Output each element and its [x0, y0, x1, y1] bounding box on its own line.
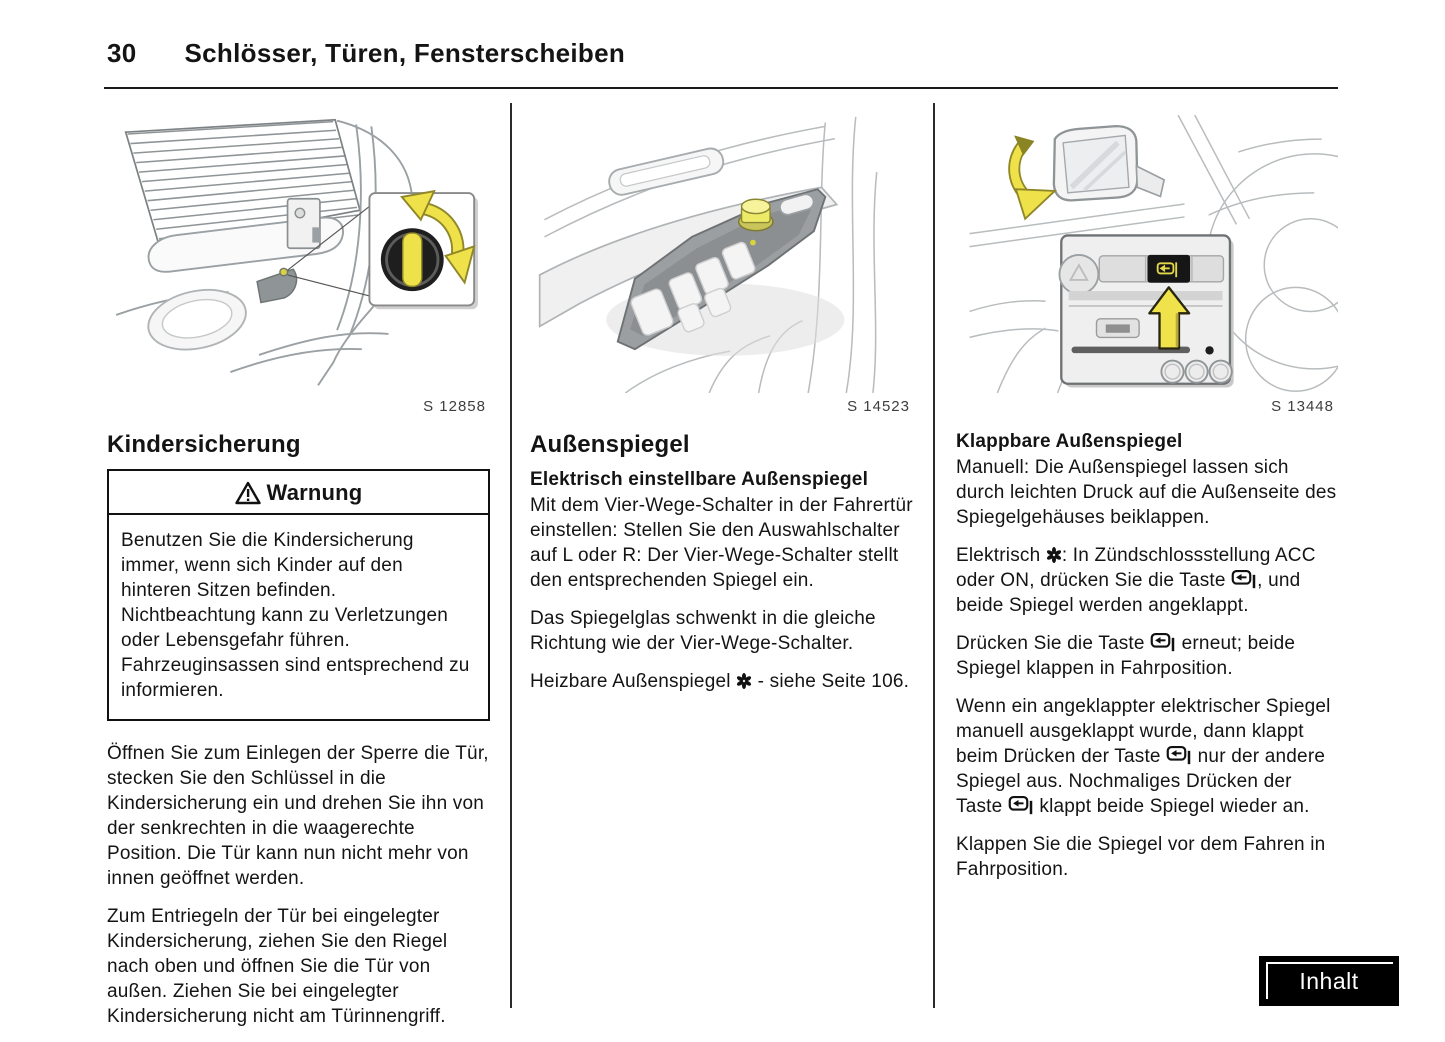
child-lock-keyhole [280, 268, 288, 276]
contents-button[interactable] [1259, 956, 1399, 1006]
column-divider-2 [933, 103, 935, 1008]
folding-mirror-illustration [956, 115, 1338, 393]
section-heading-kindersicherung: Kindersicherung [107, 431, 301, 458]
page-number: 30 [107, 38, 137, 68]
section-heading-aussenspiegel: Außenspiegel [530, 431, 690, 458]
warning-triangle-icon [235, 481, 261, 505]
paragraph: Das Spiegelglas schwenkt in die gleiche Richtung wie der Vier-Wege-Schalter. [530, 608, 876, 654]
sub-heading-elektrisch: Elektrisch einstellbare Außenspiegel [530, 469, 869, 490]
paragraph: Wenn ein angeklappter elektrischer Spiegel manuell ausgeklappt wurde, dann klappt beim Drücken der Taste nur der andere Spiegel aus. Nochmaliges Drücken der Taste klappt beide Spiegel wieder an. [956, 696, 1331, 817]
column-child-lock [107, 103, 490, 1042]
page-header [107, 38, 625, 69]
figure-mirror-switch [530, 115, 914, 417]
column-exterior-mirrors [530, 103, 914, 707]
exterior-mirror [1054, 126, 1164, 200]
optional-equipment-asterisk-icon [736, 673, 752, 689]
page-title: Schlösser, Türen, Fensterscheiben [184, 38, 626, 68]
figure-label: S 14523 [847, 398, 910, 415]
warning-title [109, 471, 488, 515]
mirror-fold-button-icon [1231, 569, 1257, 589]
door-panel-switch-illustration [530, 115, 914, 393]
warning-body: Benutzen Sie die Kindersicherung immer, wenn sich Kinder auf den hinteren Sitzen befinden. Nichtbeachtung kann zu Verletzungen oder Lebensgefahr führen. Fahrzeuginsassen sind entsprechend zu informieren. [121, 530, 470, 701]
paragraph: Drücken Sie die Taste erneut; beide Spiegel klappen in Fahrposition. [956, 633, 1296, 679]
paragraph: Mit dem Vier-Wege-Schalter in der Fahrertür einstellen: Stellen Sie den Auswahlschalter auf L oder R: Der Vier-Wege-Schalter stellt den entsprechenden Spiegel ein. [530, 495, 913, 591]
mirror-fold-button-icon [1008, 795, 1034, 815]
figure-label: S 12858 [423, 398, 486, 415]
contents-button-label: Inhalt [1299, 967, 1359, 994]
mirror-fold-button-icon [1166, 745, 1192, 765]
optional-equipment-asterisk-icon [1046, 547, 1062, 563]
lock-slot [403, 233, 422, 286]
section-heading-klappbare: Klappbare Außenspiegel [956, 431, 1183, 452]
figure-folding-mirror [956, 115, 1338, 417]
column-folding-mirrors [956, 103, 1338, 895]
paragraph: Zum Entriegeln der Tür bei eingelegter Kindersicherung, ziehen Sie den Riegel nach oben und öffnen Sie die Tür von außen. Ziehen Sie bei eingelegter Kindersicherung nicht am Türinnengriff. [107, 906, 448, 1027]
header-rule [104, 87, 1338, 89]
paragraph: Klappen Sie die Spiegel vor dem Fahren in Fahrposition. [956, 834, 1326, 880]
paragraph: Öffnen Sie zum Einlegen der Sperre die Tür, stecken Sie den Schlüssel in die Kindersicherung ein und drehen Sie ihn von der senkrechten in die waagerechte Position. Die Tür kann nun nicht mehr von innen geöffnet werden. [107, 743, 489, 889]
warning-title-text: Warnung [266, 480, 363, 505]
mirror-fold-arrow-icon [1014, 135, 1055, 218]
paragraph: Heizbare Außenspiegel - siehe Seite 106. [530, 671, 910, 692]
figure-label: S 13448 [1271, 398, 1334, 415]
paragraph: Manuell: Die Außenspiegel lassen sich durch leichten Druck auf die Außenseite des Spiegelgehäuses beiklappen. [956, 457, 1337, 528]
warning-box [107, 469, 490, 721]
inset-callout [1059, 235, 1233, 387]
column-divider-1 [510, 103, 512, 1008]
figure-child-lock [107, 115, 490, 417]
inset-callout [369, 191, 478, 309]
paragraph: Elektrisch : In Zündschlossstellung ACC oder ON, drücken Sie die Taste , und beide Spiegel werden angeklappt. [956, 545, 1316, 616]
child-lock-door-illustration [107, 115, 490, 393]
mirror-fold-button-icon [1150, 632, 1176, 652]
